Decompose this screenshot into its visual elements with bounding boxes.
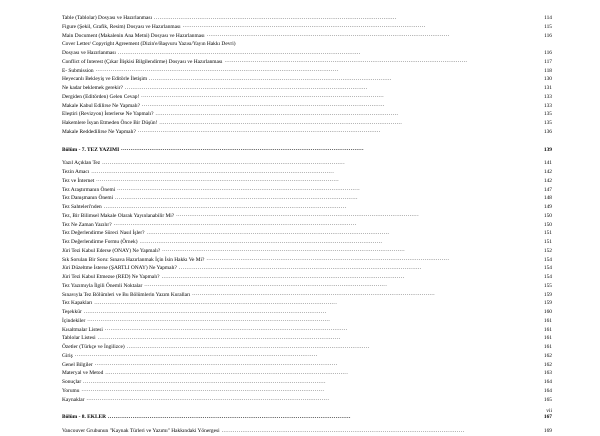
toc-entry[interactable] — [62, 32, 552, 41]
toc-entry-label: Heyecanlı Bekleyiş ve Editörle İletişim — [62, 76, 148, 83]
toc-page-number: 167 — [543, 414, 552, 421]
toc-entry-label: Yazıl Açıklan Tez — [62, 160, 101, 167]
toc-page-number: 155 — [543, 282, 552, 289]
toc-leader: ................................................................................................................................ — [104, 326, 348, 333]
toc-entry-label: Kaynaklar — [62, 396, 85, 403]
toc-entry-label: İçindekiler — [62, 317, 86, 324]
toc-page-number: 116 — [544, 32, 552, 39]
toc-leader: ................................................................................................................................ — [124, 84, 368, 91]
toc-leader: ................................................................................................................................ — [108, 413, 351, 420]
toc-page-number: 150 — [543, 221, 552, 228]
toc-page-number: 164 — [543, 387, 552, 394]
toc-entry-label: Tez Araştırmanın Önemi — [62, 186, 116, 193]
toc-page-number: 161 — [543, 317, 552, 324]
toc-section-title: Bölüm - 8. EKLER — [62, 414, 107, 421]
toc-leader: ................................................................................................................................ — [94, 299, 338, 306]
toc-page-number: 114 — [544, 15, 552, 21]
toc-page-number: 149 — [543, 204, 552, 210]
toc-page-number: 165 — [543, 396, 552, 403]
toc-entry-label: Tez Danışmanın Önemi — [62, 195, 114, 202]
toc-page-number: 169 — [543, 428, 552, 434]
toc-page-number: 135 — [543, 111, 552, 118]
toc-leader: ................................................................................................................................ — [117, 49, 361, 56]
toc-leader: ................................................................................................................................ — [87, 317, 331, 324]
toc-entry-label: Main Document (Makalenin Ana Metni) Dosyası ve Hazırlanması — [62, 32, 205, 39]
toc-page-number: 131 — [543, 85, 552, 91]
toc-leader: ................................................................................................................................ — [161, 273, 405, 280]
toc-leader: ................................................................................................................................ — [141, 93, 385, 100]
toc-leader: ................................................................................................................................ — [86, 396, 330, 403]
toc-entry-label: Tez Kapakları — [62, 300, 93, 307]
toc-page-number: 163 — [543, 370, 552, 377]
toc-page-number: 117 — [544, 58, 552, 65]
toc-leader: ................................................................................................................................ — [155, 110, 399, 117]
toc-page-number: 142 — [543, 169, 552, 175]
toc-section-heading-7[interactable] — [62, 146, 552, 155]
toc-entry-label: Tezin Amacı — [62, 169, 90, 175]
toc-page-number: 118 — [544, 67, 552, 74]
toc-leader: ................................................................................................................................ — [221, 427, 465, 434]
toc-entry-label: Makale Reddedilirse Ne Yapmalı? — [62, 128, 136, 135]
toc-page-number: 141 — [543, 160, 552, 167]
toc-leader: ................................................................................................................................ — [83, 378, 327, 385]
toc-entry-label: Jüri Düzeltme İsterse (ŞARTLI ONAY) Ne Yapmalı? — [62, 265, 177, 272]
toc-entry-label: Figure (Şekil, Grafik, Resim) Dosyası ve Hazırlanması — [62, 23, 181, 30]
toc-leader: ................................................................................................................................ — [206, 32, 450, 39]
toc-entry-label: Table (Tablolar) Dosyası ve Hazırlanması — [62, 15, 152, 21]
toc-entry-label-line2: Dosyası ve Hazırlanması — [62, 50, 116, 56]
toc-entry-label: Tez Yazımıyla İlgili Önemli Noktalar — [62, 282, 143, 289]
toc-entry-label: Sonuçlar — [62, 379, 82, 385]
toc-entry-label: Tez, Bir Bilimsel Makale Olarak Yayınlanabilir Mi? — [62, 212, 175, 219]
toc-entry-label: E- Submission — [62, 67, 94, 74]
toc-page-number: 159 — [543, 300, 552, 307]
toc-leader: ................................................................................................................................ — [121, 146, 365, 153]
toc-entry-label: Tez Değerlendirme Süreci Nasıl İşler? — [62, 230, 145, 237]
toc-entry-label: Tablolar Listesi — [62, 335, 96, 342]
toc-entry[interactable] — [62, 40, 552, 58]
toc-leader: ................................................................................................................................ — [95, 67, 339, 74]
toc-leader: ................................................................................................................................ — [153, 14, 397, 21]
toc-leader: ................................................................................................................................ — [105, 369, 349, 376]
toc-entry-label: Dergiden (Editörden) Gelen Cevap! — [62, 93, 140, 100]
toc-leader: ................................................................................................................................ — [81, 387, 325, 394]
toc-page-number: 154 — [543, 265, 552, 272]
toc-page-number: 161 — [543, 335, 552, 342]
toc-leader: ................................................................................................................................ — [176, 212, 420, 219]
toc-page-number: 159 — [543, 291, 552, 298]
toc-leader: ................................................................................................................................ — [139, 238, 383, 245]
toc-page-number: 133 — [543, 93, 552, 100]
page-folio: vii — [546, 408, 552, 414]
toc-leader: ................................................................................................................................ — [117, 186, 361, 193]
toc-entry[interactable] — [62, 128, 552, 137]
toc-leader: ................................................................................................................................ — [149, 75, 392, 82]
toc-entry-label: Conflict of Interest (Çıkar İlişkisi Bilgilendirme) Dosyası ve Hazırlanması — [62, 58, 223, 65]
toc-page-number: 133 — [543, 102, 552, 109]
toc-entry-label: Sık Sorulan Bir Soru: Sınava Hazırlanmak İçin İsin Hakkı Ve Mi? — [62, 256, 205, 263]
toc-page-number: 150 — [543, 212, 552, 219]
toc-page-number: 142 — [543, 177, 552, 184]
toc-entry-label: Materyal ve Metod — [62, 370, 104, 377]
toc-entry-label: Eleştiri (Revizyon) İsterlerse Ne Yapmalı? — [62, 111, 154, 118]
toc-page-number: 130 — [543, 76, 552, 83]
toc-leader: ................................................................................................................................ — [144, 282, 388, 289]
toc-leader: ................................................................................................................................ — [192, 291, 436, 298]
toc-entry-label: Makale Kabul Edilirse Ne Yapmalı? — [62, 102, 140, 109]
toc-page-number: 162 — [543, 361, 552, 368]
toc-entry[interactable] — [62, 427, 552, 436]
toc-leader: ................................................................................................................................ — [91, 168, 335, 175]
toc-leader: ................................................................................................................................ — [96, 177, 340, 184]
toc-entry-label: Vancouver Grubunun "Kaynak Türleri ve Yazımı" Hakkındaki Yönergesi — [62, 428, 220, 434]
toc-page-number: 154 — [543, 256, 552, 263]
toc-page-number: 161 — [543, 344, 552, 350]
toc-page-number: 147 — [543, 186, 552, 193]
toc-leader: ................................................................................................................................ — [74, 352, 318, 359]
toc-page-number: 152 — [543, 247, 552, 254]
toc-page-number: 151 — [543, 230, 552, 237]
toc-entry-label: Sınavıyla Tez Bölümleri ve Bu Bölümlerin Yazım Kuralları — [62, 291, 191, 298]
toc-leader: ................................................................................................................................ — [102, 159, 346, 166]
toc-leader: ................................................................................................................................ — [113, 221, 357, 228]
toc-page-number: 135 — [543, 120, 552, 126]
toc-leader: ................................................................................................................................ — [206, 256, 450, 263]
toc-leader: ................................................................................................................................ — [126, 343, 370, 350]
toc-entry-label: Özetler (Türkçe ve İngilizce) — [62, 344, 125, 350]
toc-leader: ................................................................................................................................ — [224, 58, 468, 65]
toc-entry-label: Yorumu — [62, 387, 80, 394]
toc-entry-label: Cover Letter/ Copyright Agreement (Dizin'e/Başvuru Yazısı/Yayın Hakkı Devri) — [62, 41, 236, 48]
toc-page-number: 164 — [543, 379, 552, 385]
toc-section-heading-8[interactable] — [62, 413, 552, 422]
toc-page-number: 139 — [543, 146, 552, 153]
toc-page-number: 151 — [543, 239, 552, 245]
toc-entry-label: Jüri Tezi Kabul Ederse (ONAY) Ne Yapmalı? — [62, 247, 161, 254]
toc-leader: ................................................................................................................................ — [159, 119, 403, 126]
toc-entry[interactable] — [62, 396, 552, 405]
toc-leader: ................................................................................................................................ — [146, 229, 390, 236]
toc-page-number: 136 — [543, 128, 552, 135]
toc-entry-label: Tez Ne Zaman Yazılır? — [62, 221, 112, 228]
toc-entry-label: Jüri Tezi Kabul Etmezse (RED) Ne Yapmalı? — [62, 274, 160, 280]
toc-leader: ................................................................................................................................ — [162, 247, 406, 254]
toc-section-title: Bölüm - 7. TEZ YAZIMI — [62, 146, 120, 153]
toc-leader: ................................................................................................................................ — [94, 361, 338, 368]
toc-page-number: 162 — [543, 352, 552, 359]
toc-page-number: 116 — [544, 50, 552, 56]
toc-entry-label: Hakemlere İsyan Etmeden Önce Bir Düşün! — [62, 120, 158, 126]
toc-leader: ................................................................................................................................ — [83, 308, 327, 315]
toc-leader: ................................................................................................................................ — [97, 334, 341, 341]
toc-page-number: 161 — [543, 326, 552, 333]
table-of-contents — [62, 14, 552, 436]
toc-entry-label: Tez Sahteleri'nden — [62, 204, 102, 210]
toc-entry-label: Genel Bilgiler — [62, 361, 93, 368]
toc-entry-label: Kısaltmalar Listesi — [62, 326, 103, 333]
toc-leader: ................................................................................................................................ — [178, 264, 422, 271]
toc-page-number: 148 — [543, 195, 552, 202]
toc-leader: ................................................................................................................................ — [103, 203, 347, 210]
toc-leader: ................................................................................................................................ — [115, 194, 359, 201]
toc-entry-label: Tez ve İnternet — [62, 177, 95, 184]
toc-page-number: 115 — [544, 23, 552, 30]
toc-leader: ................................................................................................................................ — [137, 128, 381, 135]
toc-leader: ................................................................................................................................ — [142, 102, 385, 109]
toc-entry-label: Ne kadar beklemek gerekir? — [62, 85, 123, 91]
toc-page-number: 154 — [543, 274, 552, 280]
toc-page-number: 160 — [543, 309, 552, 315]
toc-entry-label: Giriş — [62, 352, 73, 359]
toc-leader: ................................................................................................................................ — [182, 23, 426, 30]
toc-entry-label: Tez Değerlendirme Formu (Örnek) — [62, 239, 138, 245]
toc-entry-label: Teşekkür — [62, 309, 82, 315]
